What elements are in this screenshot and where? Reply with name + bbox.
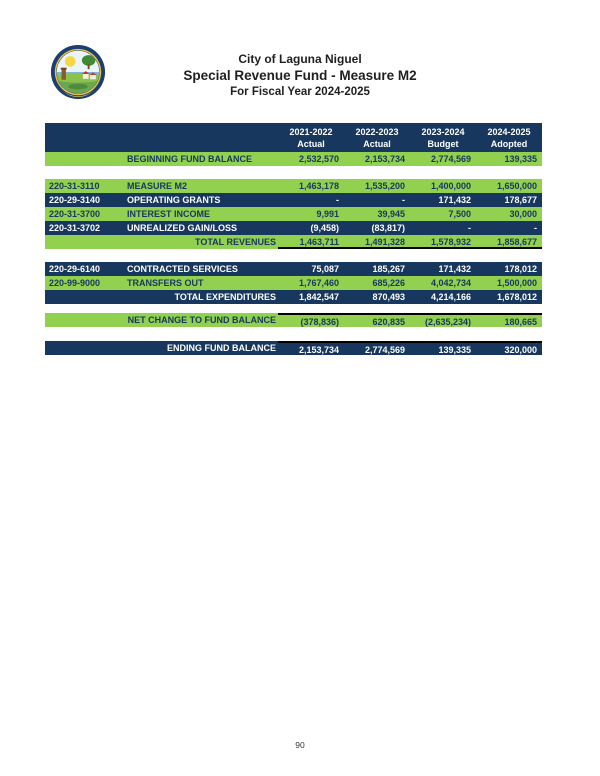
row-label: OPERATING GRANTS [127, 195, 221, 205]
page-number: 90 [295, 740, 305, 750]
table-row [45, 152, 542, 166]
account-code: 220-29-3140 [49, 195, 101, 205]
section-gap [45, 249, 542, 262]
value-cell: 185,267 [372, 264, 405, 274]
column-year-label: 2022-2023 [355, 126, 399, 137]
value-cell: 2,153,734 [298, 345, 339, 355]
value-cell: 1,842,547 [298, 292, 339, 302]
page-title: City of Laguna Niguel [238, 52, 362, 66]
value-cell: 870,493 [372, 292, 405, 302]
value-cell: (378,836) [300, 317, 339, 327]
account-code [45, 313, 125, 327]
column-header-2022-2023 [344, 123, 410, 152]
header-titles [0, 52, 600, 100]
value-cell: 30,000 [509, 209, 537, 219]
column-header-2021-2022 [278, 123, 344, 152]
row-label: UNREALIZED GAIN/LOSS [127, 223, 238, 233]
value-cell: 39,945 [377, 209, 405, 219]
column-type-label: Actual [363, 138, 391, 149]
table-row [45, 207, 542, 221]
value-cell: 1,491,328 [364, 237, 405, 247]
row-values [278, 193, 542, 207]
value-cell: - [402, 195, 405, 205]
column-type-label: Actual [297, 138, 325, 149]
row-values [278, 235, 542, 249]
value-cell: 139,335 [504, 154, 537, 164]
value-cell: 320,000 [504, 345, 537, 355]
row-label: BEGINNING FUND BALANCE [127, 154, 252, 164]
value-cell: 1,767,460 [298, 278, 339, 288]
table-header-blank [45, 123, 278, 152]
value-cell: 9,991 [316, 209, 339, 219]
value-cell: 1,650,000 [496, 181, 537, 191]
section-gap [45, 304, 542, 313]
table-row [45, 262, 542, 276]
value-cell: 685,226 [372, 278, 405, 288]
value-cell: 178,012 [504, 264, 537, 274]
account-code: 220-31-3702 [49, 223, 101, 233]
row-values [278, 276, 542, 290]
value-cell: 620,835 [372, 317, 405, 327]
value-cell: 4,042,734 [430, 278, 471, 288]
table-row [45, 341, 542, 355]
account-code: 220-99-9000 [49, 278, 101, 288]
value-cell: 1,400,000 [430, 181, 471, 191]
value-cell: 1,463,711 [299, 237, 339, 247]
table-row [45, 193, 542, 207]
value-cell: 1,678,012 [496, 292, 537, 302]
table-row [45, 221, 542, 235]
column-type-label: Adopted [490, 138, 528, 149]
column-year-label: 2023-2024 [421, 126, 465, 137]
table-row [45, 276, 542, 290]
column-header-2023-2024 [410, 123, 476, 152]
row-values [278, 221, 542, 235]
account-code [45, 235, 125, 249]
table-row [45, 179, 542, 193]
row-label: TOTAL EXPENDITURES [174, 292, 276, 302]
value-cell: 4,214,166 [430, 292, 471, 302]
row-values [278, 313, 542, 327]
value-cell: (9,458) [310, 223, 339, 233]
section-gap [45, 166, 542, 179]
value-cell: 2,153,734 [364, 154, 405, 164]
budget-table [45, 123, 542, 355]
column-type-label: Budget [427, 138, 459, 149]
row-values [278, 152, 542, 166]
fiscal-year-label: For Fiscal Year 2024-2025 [230, 86, 370, 98]
value-cell: 1,578,932 [430, 237, 471, 247]
value-cell: 2,532,570 [298, 154, 339, 164]
value-cell: 75,087 [311, 264, 339, 274]
row-values [278, 290, 542, 304]
account-code [45, 341, 125, 355]
row-label: TRANSFERS OUT [127, 278, 204, 288]
row-values [278, 262, 542, 276]
value-cell: 1,463,178 [298, 181, 339, 191]
value-cell: - [468, 223, 471, 233]
value-cell: 171,432 [438, 195, 471, 205]
value-cell: 1,535,200 [364, 181, 405, 191]
row-label: MEASURE M2 [127, 181, 188, 191]
row-label: CONTRACTED SERVICES [127, 264, 238, 274]
value-cell: - [534, 223, 537, 233]
table-row [45, 313, 542, 327]
account-code: 220-31-3700 [49, 209, 101, 219]
row-label: INTEREST INCOME [127, 209, 211, 219]
table-header-row [45, 123, 542, 152]
row-label: TOTAL REVENUES [194, 237, 276, 247]
section-gap [45, 327, 542, 341]
value-cell: 180,665 [504, 317, 537, 327]
value-cell: 171,432 [438, 264, 471, 274]
value-cell: (83,817) [371, 223, 405, 233]
row-values [278, 341, 542, 355]
row-label: ENDING FUND BALANCE [167, 343, 276, 353]
row-values [278, 207, 542, 221]
account-code [45, 152, 125, 166]
column-year-label: 2021-2022 [289, 126, 333, 137]
row-values [278, 179, 542, 193]
value-cell: 1,500,000 [496, 278, 537, 288]
value-cell: 139,335 [438, 345, 471, 355]
value-cell: 7,500 [448, 209, 471, 219]
value-cell: 178,677 [504, 195, 537, 205]
table-row [45, 235, 542, 249]
column-header-2024-2025 [476, 123, 542, 152]
account-code: 220-31-3110 [49, 181, 100, 191]
column-year-label: 2024-2025 [487, 126, 531, 137]
value-cell: 1,858,677 [496, 237, 537, 247]
fund-title: Special Revenue Fund - Measure M2 [183, 68, 417, 83]
value-cell: 2,774,569 [430, 154, 471, 164]
table-row [45, 290, 542, 304]
row-label: NET CHANGE TO FUND BALANCE [127, 315, 276, 325]
account-code: 220-29-6140 [49, 264, 101, 274]
table-header-year-columns [278, 123, 542, 152]
value-cell: (2,635,234) [424, 317, 471, 327]
value-cell: - [336, 195, 339, 205]
account-code [45, 290, 125, 304]
value-cell: 2,774,569 [364, 345, 405, 355]
